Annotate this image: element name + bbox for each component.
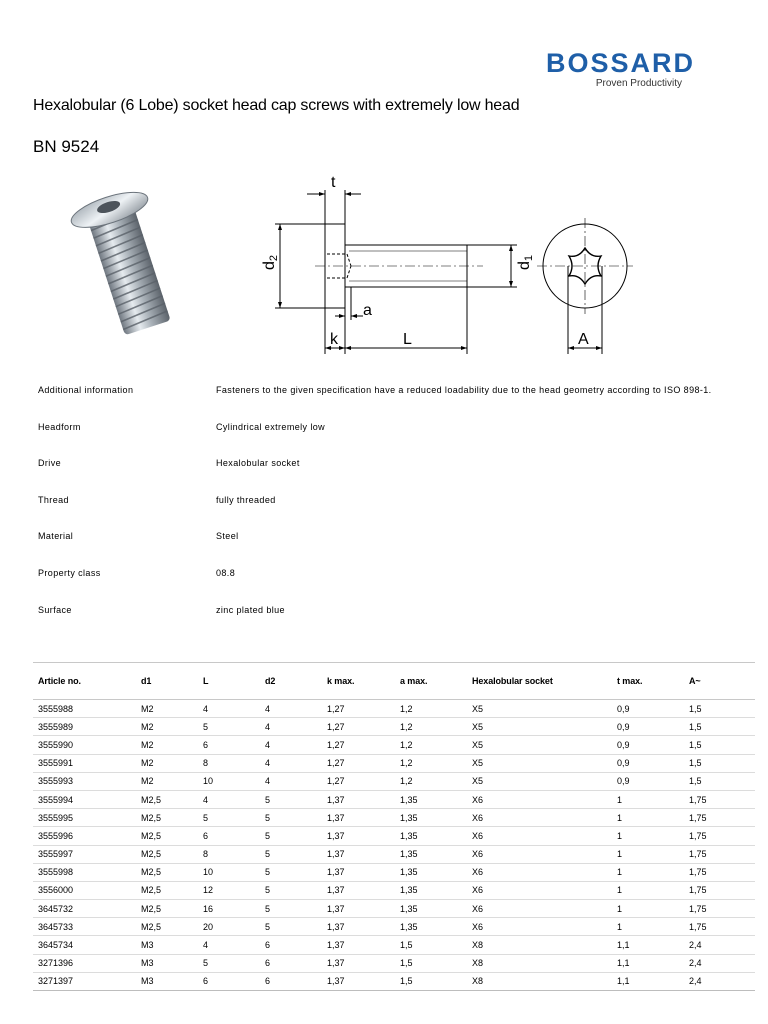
table-cell: X6 xyxy=(467,881,612,899)
table-cell: 1,37 xyxy=(322,827,395,845)
table-row xyxy=(33,972,755,990)
table-cell: M2 xyxy=(136,718,198,736)
table-cell: M2 xyxy=(136,736,198,754)
property-row xyxy=(38,518,758,555)
table-cell: 6 xyxy=(198,827,260,845)
table-cell: 3555994 xyxy=(33,790,136,808)
product-code: BN 9524 xyxy=(33,137,100,156)
table-row xyxy=(33,827,755,845)
table-cell: 1,35 xyxy=(395,790,467,808)
table-cell: X5 xyxy=(467,754,612,772)
property-key: Headform xyxy=(38,421,81,432)
property-row xyxy=(38,555,758,592)
table-cell: 5 xyxy=(260,881,322,899)
property-key: Additional information xyxy=(38,385,134,395)
table-cell: M2,5 xyxy=(136,900,198,918)
table-cell: 1,37 xyxy=(322,972,395,990)
property-key: Drive xyxy=(38,458,62,469)
table-cell: 1,27 xyxy=(322,718,395,736)
table-cell: 1,35 xyxy=(395,863,467,881)
table-cell: 3555993 xyxy=(33,772,136,790)
property-value: fully threaded xyxy=(216,494,276,505)
table-row xyxy=(33,772,755,790)
table-cell: 1,2 xyxy=(395,754,467,772)
brand-name: BOSSARD xyxy=(546,48,696,78)
table-cell: 3271397 xyxy=(33,972,136,990)
table-cell: 3555995 xyxy=(33,809,136,827)
table-cell: 1,75 xyxy=(684,881,755,899)
table-row xyxy=(33,790,755,808)
table-cell: 1,35 xyxy=(395,881,467,899)
table-cell: 1,27 xyxy=(322,754,395,772)
table-cell: 6 xyxy=(260,972,322,990)
table-cell: 2,4 xyxy=(684,936,755,954)
table-cell: 5 xyxy=(260,863,322,881)
table-cell: M2,5 xyxy=(136,809,198,827)
table-cell: 1,37 xyxy=(322,790,395,808)
table-cell: 1,35 xyxy=(395,918,467,936)
table-row xyxy=(33,936,755,954)
table-cell: 1 xyxy=(612,845,684,863)
table-cell: M2,5 xyxy=(136,863,198,881)
table-row xyxy=(33,918,755,936)
table-cell: 1,5 xyxy=(395,954,467,972)
properties-list xyxy=(38,372,758,628)
table-row xyxy=(33,809,755,827)
table-cell: 3645733 xyxy=(33,918,136,936)
property-key: Material xyxy=(38,531,74,542)
table-cell: 5 xyxy=(260,809,322,827)
table-cell: 1,37 xyxy=(322,936,395,954)
table-cell: 6 xyxy=(260,936,322,954)
table-row xyxy=(33,718,755,736)
table-cell: 6 xyxy=(198,972,260,990)
table-cell: 5 xyxy=(198,718,260,736)
table-cell: 3555998 xyxy=(33,863,136,881)
table-cell: X6 xyxy=(467,863,612,881)
table-cell: 1,35 xyxy=(395,809,467,827)
table-cell: 1,5 xyxy=(684,718,755,736)
property-value: 08.8 xyxy=(216,567,236,578)
table-cell: X8 xyxy=(467,954,612,972)
table-cell: 1,5 xyxy=(684,736,755,754)
screw-photo xyxy=(70,170,200,350)
property-value: Fasteners to the given specification have a reduced loadability due to the head geometry according to ISO 898-1. xyxy=(216,385,712,395)
column-header: d1 xyxy=(136,663,198,700)
label-d1: d1 xyxy=(516,254,535,270)
table-cell: 1 xyxy=(612,881,684,899)
table-cell: 20 xyxy=(198,918,260,936)
table-cell: 1,75 xyxy=(684,790,755,808)
label-t: t xyxy=(331,174,336,191)
table-cell: 1 xyxy=(612,900,684,918)
table-cell: 1,37 xyxy=(322,881,395,899)
technical-drawing xyxy=(255,170,655,360)
table-cell: X5 xyxy=(467,772,612,790)
table-cell: 1,37 xyxy=(322,900,395,918)
table-cell: 6 xyxy=(260,954,322,972)
table-cell: M2,5 xyxy=(136,790,198,808)
table-cell: 5 xyxy=(260,845,322,863)
table-cell: 4 xyxy=(198,790,260,808)
label-k: k xyxy=(330,331,338,348)
table-cell: X5 xyxy=(467,718,612,736)
table-cell: 8 xyxy=(198,845,260,863)
table-cell: 1,75 xyxy=(684,900,755,918)
table-cell: 2,4 xyxy=(684,954,755,972)
table-cell: 4 xyxy=(260,718,322,736)
table-cell: 5 xyxy=(198,809,260,827)
table-cell: 4 xyxy=(260,736,322,754)
table-cell: 3556000 xyxy=(33,881,136,899)
table-cell: 5 xyxy=(260,900,322,918)
table-cell: 4 xyxy=(198,700,260,718)
table-cell: 5 xyxy=(260,918,322,936)
table-cell: 1,27 xyxy=(322,736,395,754)
table-cell: 1 xyxy=(612,918,684,936)
table-cell: M2 xyxy=(136,754,198,772)
table-cell: M2,5 xyxy=(136,881,198,899)
page-title: Hexalobular (6 Lobe) socket head cap screws with extremely low head xyxy=(33,97,520,114)
table-cell: 1,2 xyxy=(395,700,467,718)
table-cell: X6 xyxy=(467,827,612,845)
table-cell: 1,75 xyxy=(684,827,755,845)
table-cell: 12 xyxy=(198,881,260,899)
table-cell: M3 xyxy=(136,936,198,954)
table-row xyxy=(33,700,755,718)
property-row xyxy=(38,372,758,409)
table-cell: 1 xyxy=(612,827,684,845)
table-cell: 0,9 xyxy=(612,754,684,772)
table-cell: 3645734 xyxy=(33,936,136,954)
table-cell: 1,27 xyxy=(322,772,395,790)
table-cell: M2,5 xyxy=(136,845,198,863)
table-cell: 1,2 xyxy=(395,772,467,790)
table-cell: 8 xyxy=(198,754,260,772)
table-cell: X6 xyxy=(467,845,612,863)
table-cell: 1 xyxy=(612,863,684,881)
table-cell: 1,1 xyxy=(612,972,684,990)
table-cell: 1,1 xyxy=(612,936,684,954)
table-row xyxy=(33,881,755,899)
table-cell: 4 xyxy=(198,936,260,954)
column-header: A~ xyxy=(684,663,755,700)
property-value: Steel xyxy=(216,531,239,542)
table-header-row xyxy=(33,663,755,700)
table-cell: X6 xyxy=(467,809,612,827)
table-cell: 1,5 xyxy=(684,700,755,718)
table-cell: 1,37 xyxy=(322,918,395,936)
table-cell: 1,37 xyxy=(322,954,395,972)
table-cell: 1,75 xyxy=(684,809,755,827)
table-cell: 1 xyxy=(612,790,684,808)
label-A: A xyxy=(578,331,589,348)
table-cell: 0,9 xyxy=(612,736,684,754)
table-cell: 1 xyxy=(612,809,684,827)
table-cell: 3645732 xyxy=(33,900,136,918)
table-cell: 3555997 xyxy=(33,845,136,863)
table-row xyxy=(33,754,755,772)
column-header: t max. xyxy=(612,663,684,700)
table-cell: X6 xyxy=(467,900,612,918)
table-cell: 1,5 xyxy=(395,936,467,954)
table-cell: 1,37 xyxy=(322,863,395,881)
brand-logo xyxy=(546,48,696,89)
table-cell: 0,9 xyxy=(612,772,684,790)
table-row xyxy=(33,863,755,881)
table-cell: 1,5 xyxy=(684,754,755,772)
table-cell: 16 xyxy=(198,900,260,918)
property-value: zinc plated blue xyxy=(216,604,285,615)
table-cell: 1,75 xyxy=(684,845,755,863)
table-cell: 1,75 xyxy=(684,918,755,936)
table-cell: X6 xyxy=(467,918,612,936)
column-header: k max. xyxy=(322,663,395,700)
property-key: Thread xyxy=(38,494,69,505)
table-cell: 1,27 xyxy=(322,700,395,718)
table-cell: X6 xyxy=(467,790,612,808)
property-key: Surface xyxy=(38,604,72,615)
table-cell: 1,37 xyxy=(322,845,395,863)
property-row xyxy=(38,445,758,482)
table-row xyxy=(33,736,755,754)
table-cell: M2,5 xyxy=(136,918,198,936)
table-cell: M2 xyxy=(136,700,198,718)
column-header: Article no. xyxy=(33,663,136,700)
table-row xyxy=(33,845,755,863)
table-cell: M2 xyxy=(136,772,198,790)
table-cell: 10 xyxy=(198,863,260,881)
table-cell: 1,37 xyxy=(322,809,395,827)
table-row xyxy=(33,954,755,972)
table-cell: 0,9 xyxy=(612,700,684,718)
table-cell: 3555996 xyxy=(33,827,136,845)
table-cell: 5 xyxy=(260,827,322,845)
table-cell: 4 xyxy=(260,772,322,790)
table-cell: 1,5 xyxy=(395,972,467,990)
table-cell: 1,35 xyxy=(395,827,467,845)
label-L: L xyxy=(403,331,412,348)
table-cell: M2,5 xyxy=(136,827,198,845)
label-a: a xyxy=(363,302,372,319)
table-cell: 10 xyxy=(198,772,260,790)
property-value: Cylindrical extremely low xyxy=(216,421,326,432)
table-cell: 1,75 xyxy=(684,863,755,881)
property-row xyxy=(38,409,758,446)
table-cell: 1,5 xyxy=(684,772,755,790)
table-cell: 3555991 xyxy=(33,754,136,772)
property-row xyxy=(38,592,758,629)
column-header: L xyxy=(198,663,260,700)
table-cell: 4 xyxy=(260,700,322,718)
table-cell: 3271396 xyxy=(33,954,136,972)
table-cell: 0,9 xyxy=(612,718,684,736)
table-cell: 1,2 xyxy=(395,736,467,754)
table-cell: 3555989 xyxy=(33,718,136,736)
table-cell: M3 xyxy=(136,972,198,990)
table-cell: X8 xyxy=(467,972,612,990)
table-cell: 4 xyxy=(260,754,322,772)
column-header: Hexalobular socket xyxy=(467,663,612,700)
table-cell: X8 xyxy=(467,936,612,954)
column-header: a max. xyxy=(395,663,467,700)
property-key: Property class xyxy=(38,567,101,578)
property-row xyxy=(38,482,758,519)
table-cell: 1,35 xyxy=(395,900,467,918)
table-cell: 3555990 xyxy=(33,736,136,754)
brand-tagline: Proven Productivity xyxy=(595,78,682,89)
property-value: Hexalobular socket xyxy=(216,458,300,469)
table-cell: 5 xyxy=(260,790,322,808)
table-row xyxy=(33,900,755,918)
label-d2: d2 xyxy=(261,254,280,270)
table-cell: 1,2 xyxy=(395,718,467,736)
table-cell: X5 xyxy=(467,700,612,718)
table-cell: 1,35 xyxy=(395,845,467,863)
table-cell: 3555988 xyxy=(33,700,136,718)
table-cell: 6 xyxy=(198,736,260,754)
table-cell: 1,1 xyxy=(612,954,684,972)
column-header: d2 xyxy=(260,663,322,700)
table-cell: 2,4 xyxy=(684,972,755,990)
table-cell: X5 xyxy=(467,736,612,754)
table-cell: M3 xyxy=(136,954,198,972)
table-cell: 5 xyxy=(198,954,260,972)
specs-table xyxy=(33,662,755,991)
